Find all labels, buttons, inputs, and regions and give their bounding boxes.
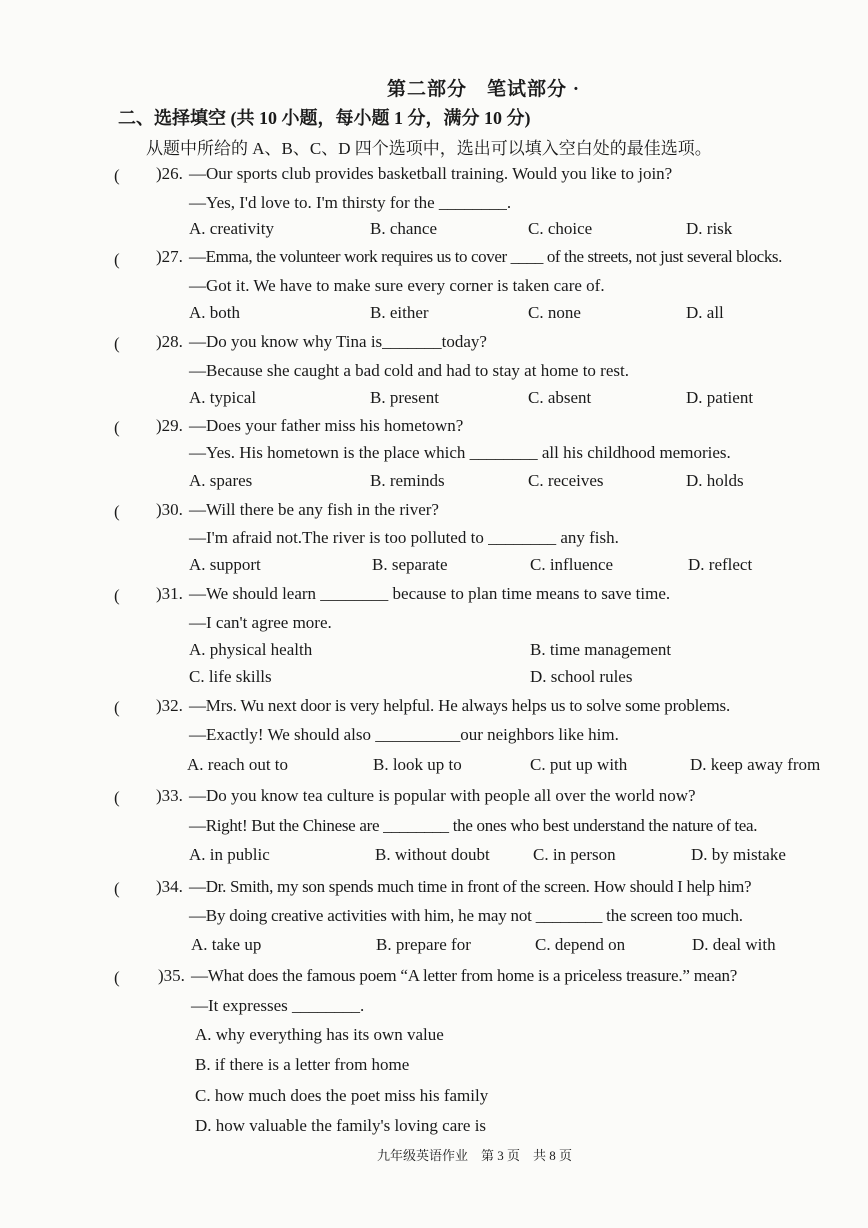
answer-paren: (: [114, 502, 120, 521]
question-number: )32.: [156, 696, 183, 715]
answer-paren: (: [114, 968, 120, 987]
question-line-1: —Do you know why Tina is_______today?: [189, 332, 487, 351]
option-c: C. how much does the poet miss his family: [195, 1086, 489, 1105]
question-line-2: —Got it. We have to make sure every corner is taken care of.: [189, 276, 605, 295]
question-line-1: —Will there be any fish in the river?: [189, 500, 439, 519]
question-line-2: —Yes. His hometown is the place which ________ all his childhood memories.: [189, 443, 731, 462]
question-line-2: —I'm afraid not.The river is too polluted to ________ any fish.: [189, 528, 619, 547]
question-line-2: —By doing creative activities with him, he may not ________ the screen too much.: [189, 906, 743, 925]
section-heading: 二、选择填空 (共 10 小题，每小题 1 分，满分 10 分): [118, 108, 531, 128]
option-d: D. holds: [686, 471, 744, 490]
option-b: B. prepare for: [376, 935, 471, 954]
option-a: A. reach out to: [187, 755, 289, 774]
page-footer: 九年级英语作业 第 3 页 共 8 页: [377, 1148, 573, 1163]
question-line-1: —Do you know tea culture is popular with people all over the world now?: [189, 786, 696, 805]
page-title: 第二部分 笔试部分 ·: [387, 79, 581, 100]
option-d: D. keep away from: [690, 755, 821, 774]
option-c: C. choice: [528, 219, 593, 238]
question-line-1: —What does the famous poem “A letter from home is a priceless treasure.” mean?: [191, 966, 738, 985]
question-number: )26.: [156, 164, 183, 183]
option-c: C. in person: [533, 845, 616, 864]
answer-paren: (: [114, 586, 120, 605]
option-d: D. by mistake: [691, 845, 786, 864]
option-b: B. separate: [372, 555, 448, 574]
option-b: B. present: [370, 388, 439, 407]
question-number: )35.: [158, 966, 185, 985]
question-line-1: —Dr. Smith, my son spends much time in front of the screen. How should I help him?: [189, 877, 752, 896]
option-a: A. spares: [189, 471, 253, 490]
option-d: D. deal with: [692, 935, 776, 954]
question-line-2: —Right! But the Chinese are ________ the ones who best understand the nature of tea.: [189, 816, 758, 835]
question-number: )30.: [156, 500, 183, 519]
question-line-1: —Does your father miss his hometown?: [189, 416, 464, 435]
answer-paren: (: [114, 334, 120, 353]
option-a: A. support: [189, 555, 261, 574]
option-c: C. influence: [530, 555, 614, 574]
question-line-1: —Mrs. Wu next door is very helpful. He always helps us to solve some problems.: [189, 696, 731, 715]
question-number: )31.: [156, 584, 183, 603]
option-a: A. take up: [191, 935, 262, 954]
answer-paren: (: [114, 166, 120, 185]
option-a: A. why everything has its own value: [195, 1025, 444, 1044]
option-d: D. how valuable the family's loving care is: [195, 1116, 487, 1135]
option-c: C. depend on: [535, 935, 626, 954]
question-line-1: —Emma, the volunteer work requires us to cover ____ of the streets, not just several blocks.: [189, 247, 782, 266]
option-a: A. both: [189, 303, 240, 322]
option-a: A. creativity: [189, 219, 274, 238]
answer-paren: (: [114, 879, 120, 898]
option-c: C. life skills: [189, 667, 272, 686]
option-c: C. put up with: [530, 755, 628, 774]
option-a: A. physical health: [189, 640, 313, 659]
option-d: D. risk: [686, 219, 733, 238]
option-c: C. absent: [528, 388, 592, 407]
answer-paren: (: [114, 698, 120, 717]
question-line-2: —Because she caught a bad cold and had to stay at home to rest.: [189, 361, 629, 380]
option-c: C. none: [528, 303, 581, 322]
option-a: A. in public: [189, 845, 270, 864]
answer-paren: (: [114, 250, 120, 269]
question-line-2: —Exactly! We should also __________our neighbors like him.: [189, 725, 619, 744]
option-b: B. without doubt: [375, 845, 490, 864]
question-line-1: —Our sports club provides basketball training. Would you like to join?: [189, 164, 673, 183]
section-instruction: 从题中所给的 A、B、C、D 四个选项中，选出可以填入空白处的最佳选项。: [146, 139, 712, 158]
option-b: B. either: [370, 303, 429, 322]
answer-paren: (: [114, 788, 120, 807]
option-d: D. patient: [686, 388, 754, 407]
option-d: D. all: [686, 303, 724, 322]
question-line-1: —We should learn ________ because to plan time means to save time.: [189, 584, 671, 603]
question-line-2: —It expresses ________.: [191, 996, 365, 1015]
answer-paren: (: [114, 418, 120, 437]
option-c: C. receives: [528, 471, 604, 490]
question-line-2: —I can't agree more.: [189, 613, 332, 632]
question-number: )33.: [156, 786, 183, 805]
option-b: B. reminds: [370, 471, 445, 490]
question-number: )28.: [156, 332, 183, 351]
option-a: A. typical: [189, 388, 257, 407]
question-line-2: —Yes, I'd love to. I'm thirsty for the ________.: [189, 193, 512, 212]
question-number: )29.: [156, 416, 183, 435]
option-d: D. school rules: [530, 667, 633, 686]
option-d: D. reflect: [688, 555, 753, 574]
option-b: B. chance: [370, 219, 438, 238]
option-b: B. time management: [530, 640, 672, 659]
option-b: B. look up to: [373, 755, 462, 774]
question-number: )27.: [156, 247, 183, 266]
question-number: )34.: [156, 877, 183, 896]
option-b: B. if there is a letter from home: [195, 1055, 410, 1074]
